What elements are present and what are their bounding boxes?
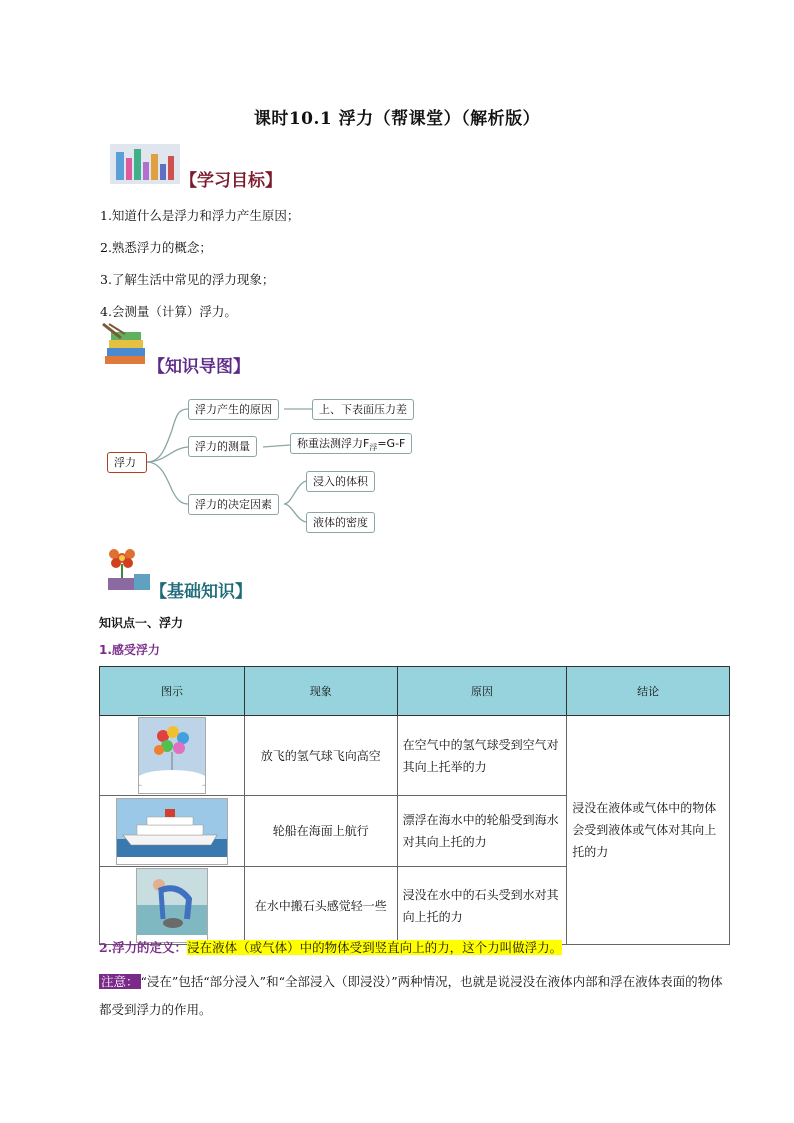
table-cell-image [100, 796, 245, 867]
definition-text: 浸在液体（或气体）中的物体受到竖直向上的力，这个力叫做浮力。 [187, 940, 563, 955]
mindmap-leaf-weighing: 称重法测浮力$F_浮=G-F$ [290, 433, 412, 454]
goal-item: 2.熟悉浮力的概念； [100, 240, 212, 255]
note-paragraph [99, 968, 731, 1024]
balloons-image [138, 717, 206, 794]
table-header: 原因 [397, 667, 567, 716]
table-cell-reason: 浸没在水中的石头受到水对其向上托的力 [397, 867, 567, 945]
mindmap-branch-factors: 浮力的决定因素 [188, 494, 279, 515]
definition-label: 2.浮力的定义： [99, 940, 188, 955]
table-header: 图示 [100, 667, 245, 716]
mindmap-leaf-density: 液体的密度 [306, 512, 375, 533]
note-label: 注意： [101, 974, 139, 989]
table-cell-phenomenon: 轮船在海面上航行 [244, 796, 397, 867]
table-cell-image [100, 716, 245, 796]
table-cell-reason: 漂浮在海水中的轮船受到海水对其向上托的力 [397, 796, 567, 867]
study-goals-icon [110, 144, 180, 192]
buoyancy-definition [99, 938, 562, 956]
knowledge-point-title: 知识点一、浮力 [99, 616, 184, 630]
flower-icon [100, 546, 152, 594]
buoyancy-table [99, 666, 730, 945]
section-heading-goals: 【学习目标】 [180, 171, 282, 191]
table-row [100, 716, 730, 796]
table-header: 结论 [567, 667, 730, 716]
page-title: 课时10.1 浮力（帮课堂）（解析版） [253, 109, 541, 129]
section-heading-map: 【知识导图】 [148, 357, 250, 377]
goal-item: 4.会测量（计算）浮力。 [100, 304, 237, 319]
mindmap-root: 浮力 [107, 452, 147, 473]
mindmap-leaf-volume: 浸入的体积 [306, 471, 375, 492]
knowledge-point-subtitle: 1.感受浮力 [99, 643, 160, 657]
table-cell-conclusion: 浸没在液体或气体中的物体会受到液体或气体对其向上托的力 [567, 716, 730, 945]
goal-item: 1.知道什么是浮力和浮力产生原因； [100, 208, 300, 223]
table-cell-reason: 在空气中的氢气球受到空气对其向上托举的力 [397, 716, 567, 796]
ship-image [116, 798, 228, 865]
mindmap-leaf-pressure-diff: 上、下表面压力差 [312, 399, 414, 420]
table-cell-phenomenon: 在水中搬石头感觉轻一些 [244, 867, 397, 945]
lifting-stone-image [136, 868, 208, 943]
table-header: 现象 [244, 667, 397, 716]
books-icon [101, 322, 149, 368]
note-text: “浸在”包括“部分浸入”和“全部浸入（即浸没）”两种情况，也就是说浸没在液体内部和浮在液体表面的物体都受到浮力的作用。 [99, 974, 723, 1017]
goal-item: 3.了解生活中常见的浮力现象； [100, 272, 275, 287]
table-cell-phenomenon: 放飞的氢气球飞向高空 [244, 716, 397, 796]
section-heading-basics: 【基础知识】 [150, 582, 252, 602]
mindmap-branch-measure: 浮力的测量 [188, 436, 257, 457]
mindmap-branch-cause: 浮力产生的原因 [188, 399, 279, 420]
table-cell-image [100, 867, 245, 945]
